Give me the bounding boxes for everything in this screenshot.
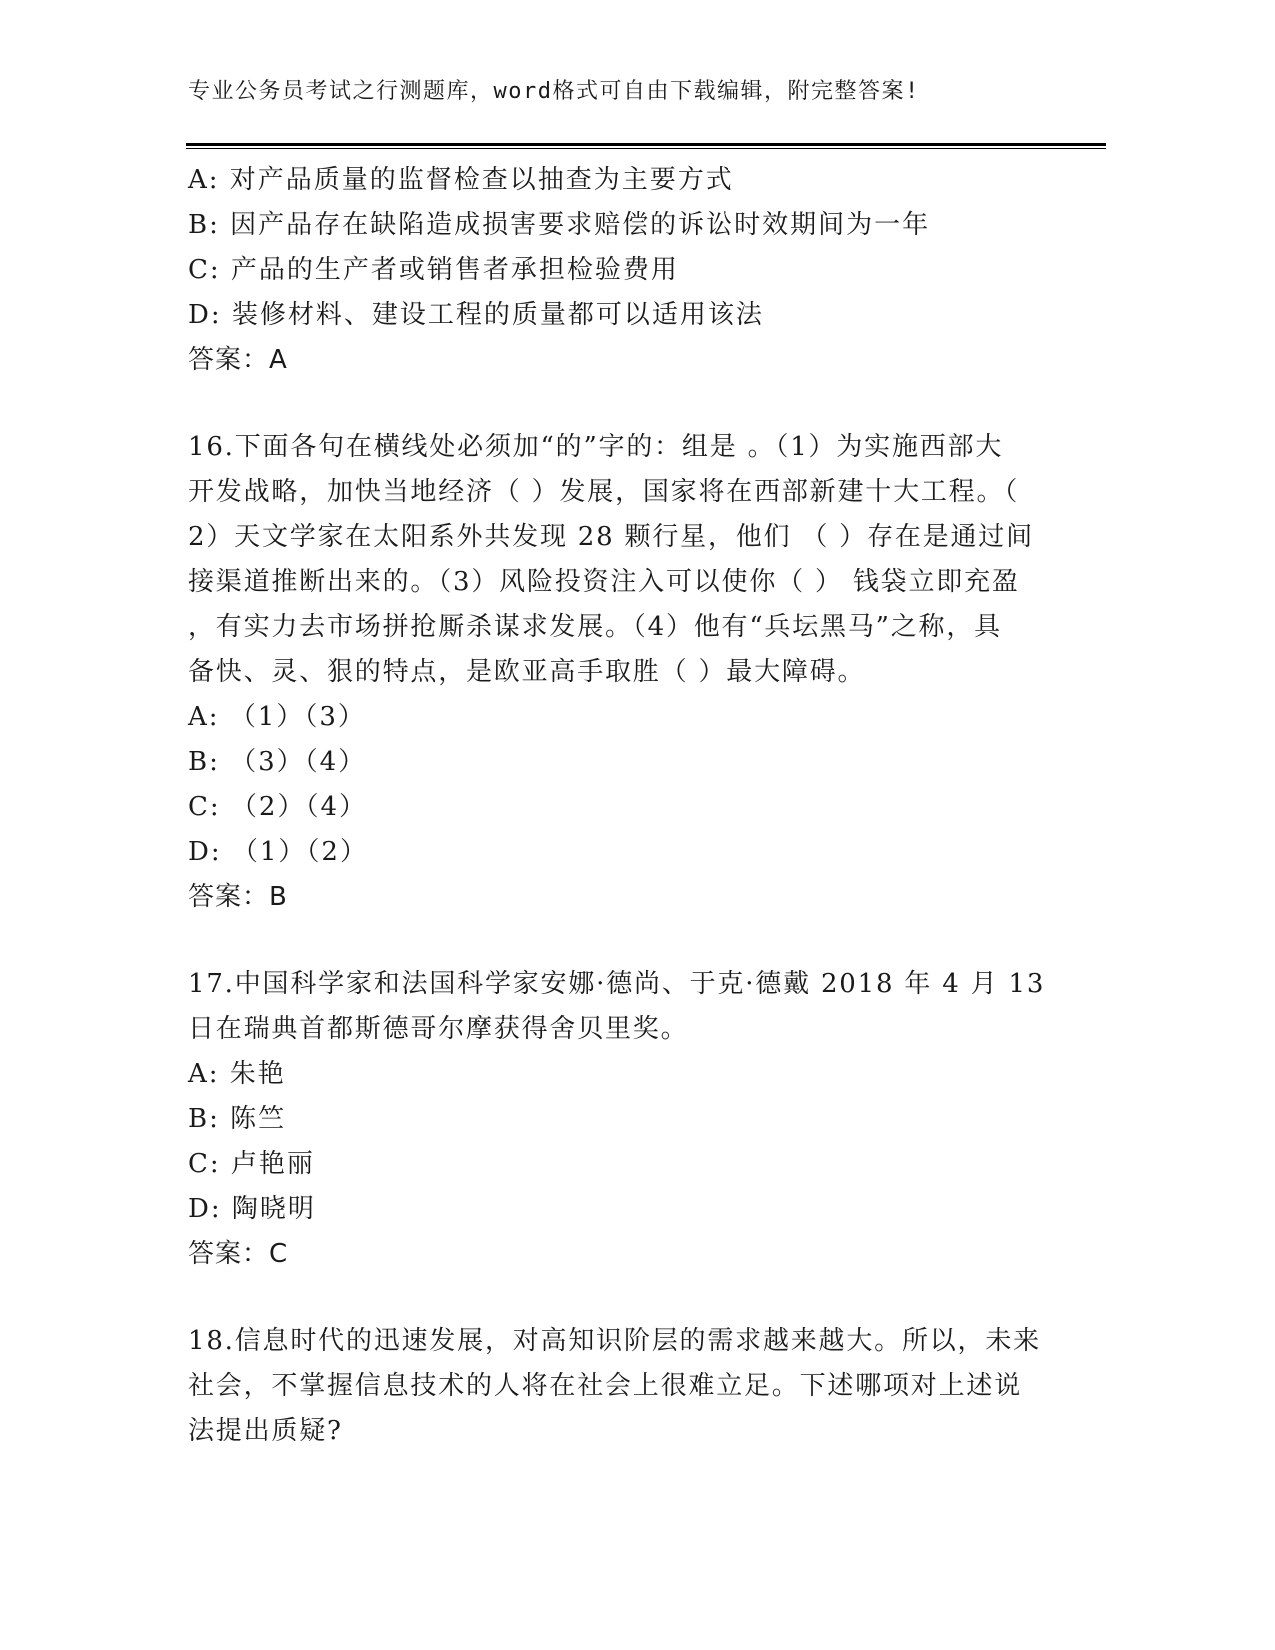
stem-line: 开发战略，加快当地经济（ ）发展，国家将在西部新建十大工程。（ — [188, 477, 1020, 507]
option-d: D: （1）（2） — [188, 837, 368, 867]
option-c: C: （2）（4） — [188, 792, 368, 822]
option-b: B: （3）（4） — [188, 747, 367, 777]
question-content — [188, 158, 1068, 1454]
question-17-block — [188, 962, 1068, 1277]
option-c: C: 卢艳丽 — [188, 1149, 315, 1179]
answer: 答案：A — [188, 345, 288, 375]
question-stem — [188, 425, 1068, 695]
answer: 答案：C — [188, 1239, 289, 1269]
option-b: B: 陈竺 — [188, 1104, 287, 1134]
question-15-block — [188, 158, 1068, 383]
stem-line: 17.中国科学家和法国科学家安娜·德尚、于克·德戴 2018 年 4 月 13 — [188, 969, 1046, 999]
stem-line: 社会，不掌握信息技术的人将在社会上很难立足。下述哪项对上述说 — [188, 1371, 1023, 1401]
option-d: D: 陶晓明 — [188, 1194, 316, 1224]
question-18-block — [188, 1319, 1068, 1454]
stem-line: 日在瑞典首都斯德哥尔摩获得舍贝里奖。 — [188, 1014, 689, 1044]
option-a: A: 对产品质量的监督检查以抽查为主要方式 — [188, 165, 734, 195]
question-stem — [188, 962, 1068, 1052]
option-d: D: 装修材料、建设工程的质量都可以适用该法 — [188, 300, 764, 330]
stem-line: ，有实力去市场拼抢厮杀谋求发展。（4）他有“兵坛黑马”之称，具 — [188, 612, 1002, 642]
page-header: 专业公务员考试之行测题库，word格式可自由下载编辑，附完整答案! — [188, 79, 920, 104]
stem-line: 16.下面各句在横线处必须加“的”字的：组是 。（1）为实施西部大 — [188, 432, 1004, 462]
question-stem — [188, 1319, 1068, 1454]
stem-line: 法提出质疑? — [188, 1416, 343, 1446]
stem-line: 2）天文学家在太阳系外共发现 28 颗行星，他们 （ ）存在是通过间 — [188, 522, 1034, 552]
option-a: A: （1）（3） — [188, 702, 366, 732]
stem-line: 18.信息时代的迅速发展，对高知识阶层的需求越来越大。所以，未来 — [188, 1326, 1041, 1356]
answer: 答案：B — [188, 882, 288, 912]
stem-line: 备快、灵、狠的特点，是欧亚高手取胜（ ）最大障碍。 — [188, 657, 866, 687]
option-b: B: 因产品存在缺陷造成损害要求赔偿的诉讼时效期间为一年 — [188, 210, 931, 240]
option-c: C: 产品的生产者或销售者承担检验费用 — [188, 255, 679, 285]
header-rule-thick — [186, 143, 1106, 146]
question-16-block — [188, 425, 1068, 920]
stem-line: 接渠道推断出来的。（3）风险投资注入可以使你（ ） 钱袋立即充盈 — [188, 567, 1020, 597]
option-a: A: 朱艳 — [188, 1059, 286, 1089]
header-rule-thin — [186, 148, 1106, 149]
